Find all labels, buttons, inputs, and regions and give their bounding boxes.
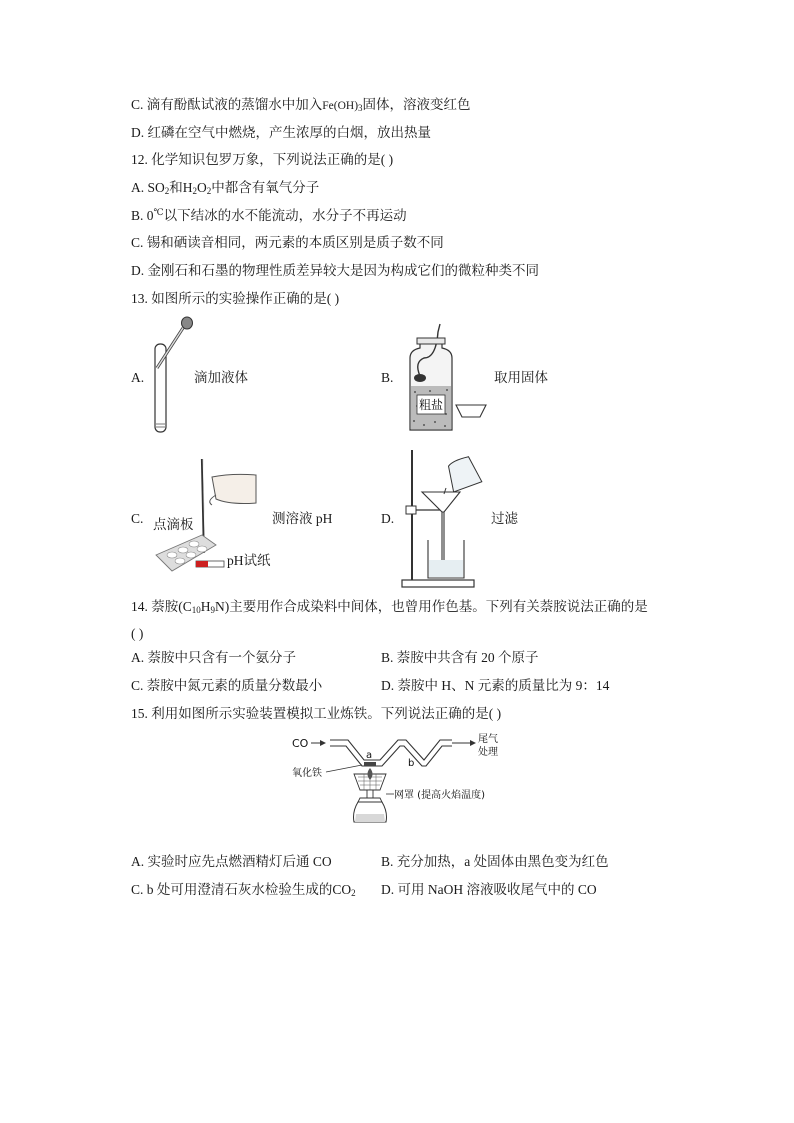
q14-stem-sub2: 9: [210, 605, 215, 615]
q13-option-b-letter: B.: [381, 370, 394, 385]
q14-stem-text-end: N)主要用作合成染料中间体，也曾用作色基。下列有关萘胺说法正确的是: [215, 599, 648, 614]
q12-option-a-sub3: 2: [206, 186, 212, 196]
tail-gas-label: 尾气: [478, 734, 498, 745]
q13-option-a-letter: A.: [131, 370, 145, 385]
q11-option-c: [131, 96, 471, 115]
q12-option-a-text: A. SO: [131, 180, 165, 195]
q15-option-d: D. 可用 NaOH 溶液吸收尾气中的 CO: [381, 882, 597, 897]
q14-option-d: D. 萘胺中 H、N 元素的质量比为 9：14: [381, 678, 610, 693]
ph-test-figure: [150, 455, 265, 575]
q12-option-a-sub2: 2: [192, 186, 198, 196]
point-a-label: a: [366, 750, 373, 761]
q12-stem: 12. 化学知识包罗万象，下列说法正确的是( ): [131, 152, 394, 167]
q13-option-d-caption: 过滤: [491, 511, 518, 526]
q11-option-c-subscript: 3: [358, 103, 363, 113]
co-label: CO: [292, 737, 309, 750]
dropper-test-tube-figure: [150, 316, 200, 441]
q11-option-c-text: C. 滴有酚酞试液的蒸馏水中加入: [131, 97, 323, 112]
q12-option-a-text-end: 中都含有氧气分子: [211, 180, 320, 195]
q12-option-a-sub1: 2: [164, 186, 170, 196]
q14-option-a: A. 萘胺中只含有一个氨分子: [131, 650, 296, 665]
q14-option-b: B. 萘胺中共含有 20 个原子: [381, 650, 539, 665]
q15-option-a: A. 实验时应先点燃酒精灯后通 CO: [131, 854, 332, 869]
q13-option-d-letter: D.: [381, 511, 395, 526]
q14-option-c: C. 萘胺中氮元素的质量分数最小: [131, 678, 323, 693]
q13-option-c-letter: C.: [131, 511, 144, 526]
q12-option-b-text: B. 0: [131, 208, 154, 223]
q14-stem-sub1: 10: [191, 605, 201, 615]
q13-option-a-caption: 滴加液体: [194, 370, 248, 385]
filtration-figure: [398, 448, 498, 590]
iron-smelting-apparatus-figure: [290, 732, 510, 834]
q12-option-d: D. 金刚石和石墨的物理性质差异较大是因为构成它们的微粒种类不同: [131, 263, 539, 278]
jar-label: 粗盐: [418, 398, 444, 412]
q11-option-c-formula: Fe(OH): [322, 100, 359, 112]
q14-stem-h: H: [200, 599, 211, 614]
q12-option-a-o: O: [197, 180, 207, 195]
q15-stem: 15. 利用如图所示实验装置模拟工业炼铁。下列说法正确的是( ): [131, 706, 502, 721]
q15-option-b: B. 充分加热，a 处固体由黑色变为红色: [381, 854, 609, 869]
q14-stem-continued: ( ): [131, 626, 144, 641]
q13-option-b-caption: 取用固体: [494, 370, 548, 385]
q13-option-c-caption: 测溶液 pH: [272, 511, 333, 526]
mesh-cover-label: 网罩 (提高火焰温度): [394, 790, 485, 801]
spot-plate-label: 点滴板: [153, 517, 194, 532]
q12-option-b-degree: ℃: [153, 207, 164, 217]
q14-stem-text: 14. 萘胺(C: [131, 599, 192, 614]
ph-paper-label: pH试纸: [227, 553, 271, 568]
q15-option-c-text: C. b 处可用澄清石灰水检验生成的CO: [131, 882, 352, 897]
q15-option-c-subscript: 2: [351, 888, 356, 898]
q15-option-c: [131, 881, 356, 899]
tail-gas-treatment-label: 处理: [478, 747, 498, 758]
q12-option-b-text-end: 以下结冰的水不能流动，水分子不再运动: [163, 208, 407, 223]
q12-option-a-mid: 和H: [169, 180, 193, 195]
q11-option-c-text-end: 固体，溶液变红色: [362, 97, 471, 112]
iron-oxide-label: 氧化铁: [292, 768, 322, 779]
q12-option-c: C. 锡和硒读音相同，两元素的本质区别是质子数不同: [131, 235, 444, 250]
q12-option-a: [131, 179, 319, 197]
q14-stem: [131, 598, 648, 616]
reagent-jar-figure: [400, 322, 502, 434]
point-b-label: b: [408, 758, 415, 769]
q13-stem: 13. 如图所示的实验操作正确的是( ): [131, 291, 340, 306]
q11-option-d: D. 红磷在空气中燃烧，产生浓厚的白烟，放出热量: [131, 125, 431, 140]
q12-option-b: [131, 207, 407, 225]
